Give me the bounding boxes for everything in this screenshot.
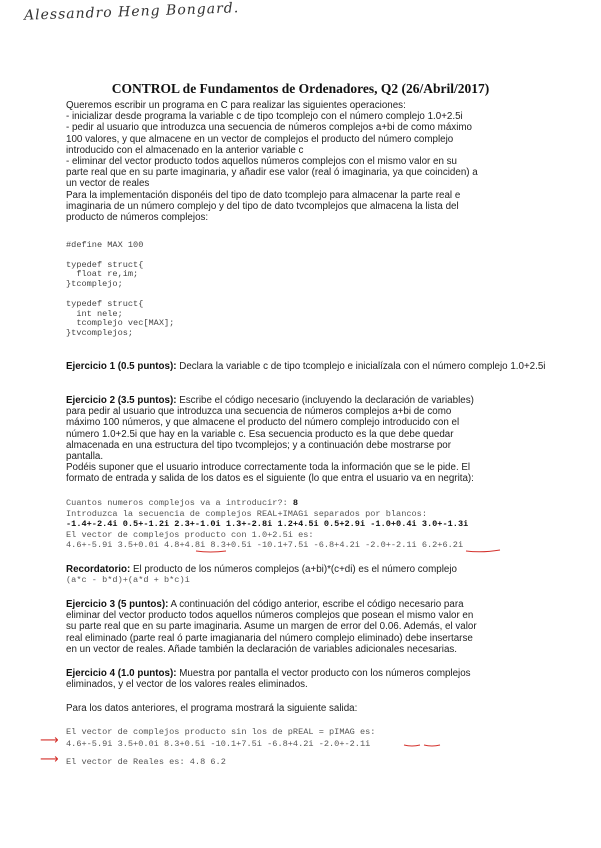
intro-line: - eliminar del vector producto todos aquellos números complejos con el mismo valor en su [66,156,457,168]
exercise-3-line: eliminar del vector producto todos aquellos números complejos que posean el mismo valor en [66,610,474,622]
io-user-sequence: -1.4+-2.4i 0.5+-1.2i 2.3+-1.0i 1.3+-2.8i 1.2+4.5i 0.5+2.9i -1.0+0.4i 3.0+-1.3i [66,519,469,530]
exercise-3-line: su parte real que en su parte imaginaria. Asume un margen de error del 0.06. Además, el valor [66,621,477,633]
exercise-3-label: Ejercicio 3 (5 puntos): [66,599,169,610]
exercise-2-line: Escribe el código necesario (incluyendo la declaración de variables) [179,395,474,406]
intro-line: - pedir al usuario que introduzca una secuencia de números complejos a+bi de como máximo [66,122,472,134]
type-definitions-code: #define MAX 100 typedef struct{ float re,im; }tcomplejo; typedef struct{ int nele; tcomplejo vec[MAX]; }tvcomplejos; [66,240,175,339]
intro-line: producto de números complejos: [66,212,209,224]
output-header: El vector de complejos producto sin los de pREAL = pIMAG es: [66,727,376,737]
exercise-2-line: pantalla. [66,451,104,463]
exercise-2-label: Ejercicio 2 (3.5 puntos): [66,395,177,406]
expected-reals [66,757,566,768]
intro-line: parte real que en su parte imaginaria, y añadir ese valor (real ó imaginaria, ya que coinciden) a [66,167,478,179]
exercise-1-label: Ejercicio 1 (0.5 puntos): [66,361,177,372]
intro-line: introducido con el almacenado en la anterior variable c [66,144,304,156]
intro-line: Para la implementación disponéis del tipo de dato tcomplejo para almacenar la parte real e [66,189,461,201]
intro-line: imaginaria de un número complejo y del tipo de dato tvcomplejos que almacena la lista del [66,200,459,212]
handwritten-arrow-icon: ⟶ [40,733,59,748]
handwritten-signature: Alessandro Heng Bongard. [23,0,240,24]
exercise-1-text: Declara la variable c de tipo tcomplejo e inicialízala con el número complejo 1.0+2.5i [179,361,546,372]
intro-line: un vector de reales [66,178,150,190]
exercise-2-line: máximo 100 números, y que almacene el producto del número complejo introducido con el [66,417,460,429]
reminder-text: El producto de los números complejos (a+bi)*(c+di) es el número complejo [132,564,457,575]
intro-line: Queremos escribir un programa en C para realizar las siguientes operaciones: [66,100,406,111]
io-result-header: El vector de complejos producto con 1.0+2.5i es: [66,529,314,540]
io-instruction: Introduzca la secuencia de complejos REAL+IMAGi separados por blancos: [66,508,427,519]
handwritten-arrow-icon: ⟶ [40,752,59,767]
io-result-values: 4.6+-5.9i 3.5+0.0i 4.8+4.8i 8.3+0.5i -10.1+7.5i -6.8+4.2i -2.0+-2.1i 6.2+6.2i [66,540,464,551]
exercise-2-line: para pedir al usuario que introduzca una secuencia de números complejos a+bi de como [66,406,452,418]
io-prompt: Cuantos numeros complejos va a introducir?: [66,498,293,508]
exercise-2-line: almacenada en una estructura del tipo tvcomplejos; y a continuación debe mostrarse por [66,439,452,451]
exercise-2-line: Podéis suponer que el usuario introduce correctamente toda la información que se le pide. El [66,462,471,474]
intro-line: 100 valores, y que almacene en un vector de complejos el producto del número complejo [66,133,454,145]
reminder [66,564,566,586]
exercise-3-line: real eliminado (parte real ó parte imagianaria del número complejo eliminado) debe insertarse [66,632,473,644]
output-reals: El vector de Reales es: 4.8 6.2 [66,757,226,767]
output-values: 4.6+-5.9i 3.5+0.0i 8.3+0.5i -10.1+7.5i -6.8+4.2i -2.0+-2.1i [66,738,371,749]
io-user-count: 8 [292,498,299,508]
expected-output-intro-text: Para los datos anteriores, el programa mostrará la siguiente salida: [66,703,358,714]
reminder-formula: (a*c - b*d)+(a*d + b*c)i [66,575,190,586]
exercise-3-line: en un vector de reales. Añade también la declaración de variables adicionales necesarias. [66,643,458,655]
exercise-4 [66,668,566,690]
intro-line: - inicializar desde programa la variable c de tipo tcomplejo con el número complejo 1.0+2.5i [66,111,463,123]
expected-output [66,727,566,750]
exercise-3-line: A continuación del código anterior, escribe el código necesario para [170,599,464,610]
reminder-label: Recordatorio: [66,564,131,575]
exercise-2-line: formato de entrada y salida de los datos es el siguiente (lo que entra el usuario va en negrita): [66,473,474,485]
exercise-4-line: Muestra por pantalla el vector producto con los números complejos [179,668,471,679]
exercise-2-line: número 1.0+2.5i que hay en la variable c. Esa secuencia producto es la que debe quedar [66,428,454,440]
exercise-4-label: Ejercicio 4 (1.0 puntos): [66,668,177,679]
expected-output-intro [66,703,566,714]
exercise-3 [66,599,566,655]
exercise-4-line: eliminados, y el vector de los valores reales eliminados. [66,679,308,691]
page-title: CONTROL de Fundamentos de Ordenadores, Q2 (26/Abril/2017) [111,81,490,96]
